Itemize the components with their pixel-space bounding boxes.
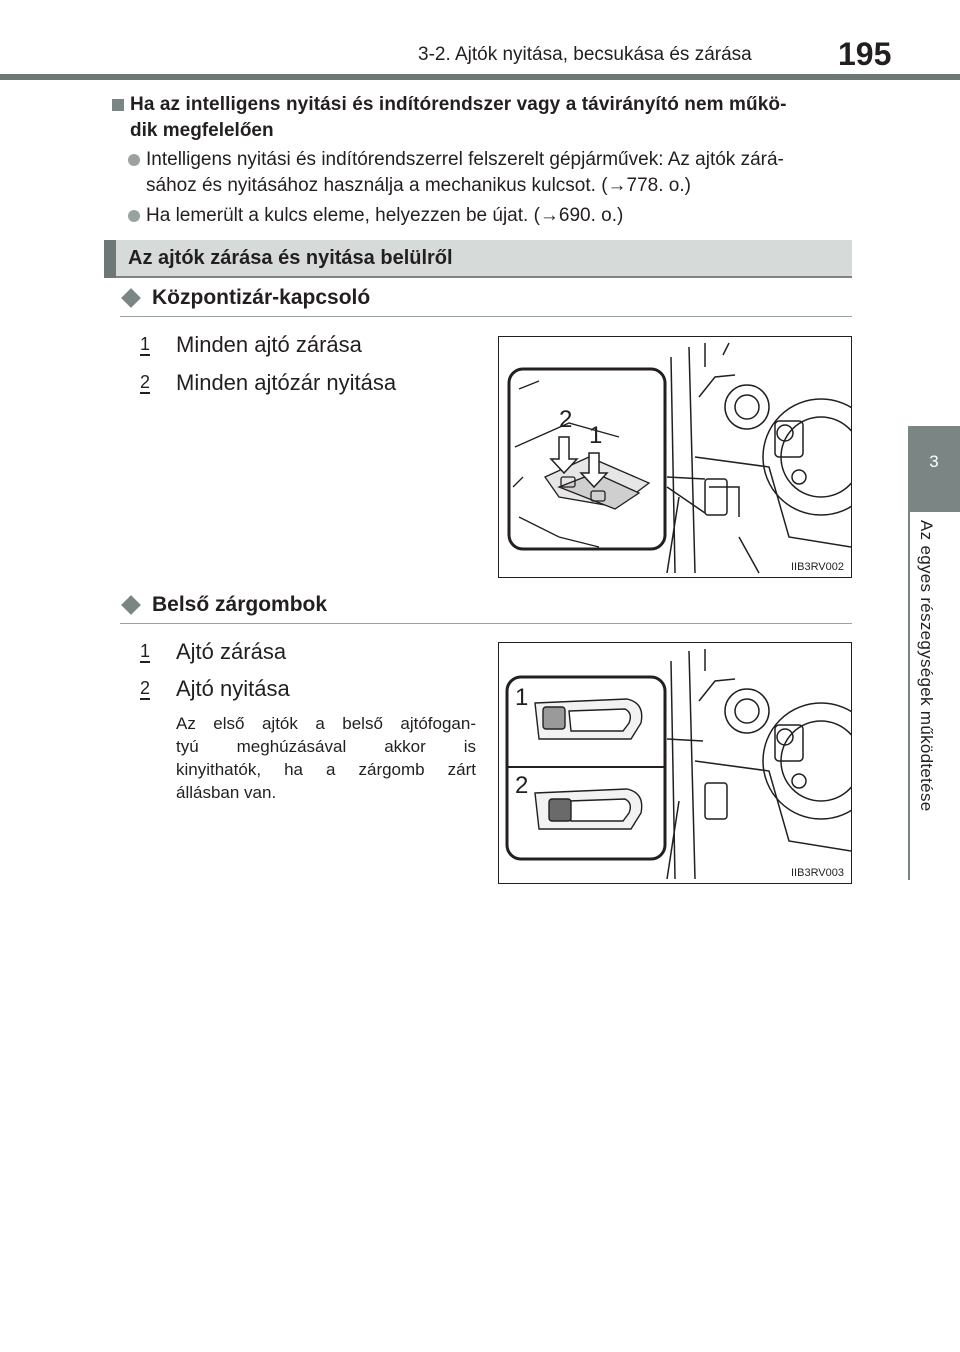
item-number: 1 bbox=[140, 334, 151, 354]
intro-bullet2: Ha lemerült a kulcs eleme, helyezzen be újat. (→690. o.) bbox=[146, 205, 624, 226]
item-label: Minden ajtó zárása bbox=[176, 332, 362, 357]
intro-bullet1-line1: Intelligens nyitási és indítórendszerrel felszerelt gépjárművek: Az ajtók zárá- bbox=[146, 149, 784, 170]
chapter-tab-rule bbox=[908, 426, 910, 880]
callout-1: 1 bbox=[515, 684, 529, 711]
page-number: 195 bbox=[838, 36, 892, 72]
figure-central-lock-switch bbox=[498, 336, 852, 578]
diamond-bullet-icon bbox=[121, 595, 141, 615]
note-line3: kinyithatók, ha a zárgomb zárt bbox=[176, 760, 476, 779]
note-line1: Az első ajtók a belső ajtófogan- bbox=[176, 714, 476, 733]
item-label: Ajtó zárása bbox=[176, 639, 287, 664]
note-line2: tyú meghúzásával akkor is bbox=[176, 737, 476, 756]
chapter-tab-title: Az egyes részegységek működtetése bbox=[917, 520, 936, 812]
diamond-bullet-icon bbox=[121, 288, 141, 308]
header-rule bbox=[0, 74, 960, 80]
item-label: Ajtó nyitása bbox=[176, 676, 290, 701]
chapter-tab-number: 3 bbox=[908, 426, 960, 512]
section-title: Az ajtók zárása és nyitása belülről bbox=[128, 247, 453, 269]
intro-heading-line2: dik megfelelően bbox=[130, 120, 274, 141]
door-handle-illustration bbox=[499, 643, 851, 883]
figure-code: IIB3RV003 bbox=[791, 867, 845, 879]
item-label: Minden ajtózár nyitása bbox=[176, 370, 397, 395]
subsection-rule bbox=[120, 623, 852, 624]
subsection-title-central-lock: Központizár-kapcsoló bbox=[152, 286, 371, 309]
intro-bullet1-line2: sához és nyitásához használja a mechanikus kulcsot. (→778. o.) bbox=[146, 175, 691, 196]
callout-1: 1 bbox=[589, 422, 603, 449]
section-heading-accent bbox=[104, 240, 116, 278]
running-header: 3-2. Ajtók nyitása, becsukása és zárása bbox=[418, 44, 752, 65]
callout-2: 2 bbox=[515, 772, 529, 799]
figure-code: IIB3RV002 bbox=[791, 561, 845, 573]
dashboard-illustration bbox=[499, 337, 851, 577]
item-number: 1 bbox=[140, 641, 151, 661]
intro-heading-line1: Ha az intelligens nyitási és indítórendszer vagy a távirányító nem műkö- bbox=[130, 94, 787, 115]
figure-inside-lock-knob bbox=[498, 642, 852, 884]
subsection-rule bbox=[120, 316, 852, 317]
subsection-title-inside-lock: Belső zárgombok bbox=[152, 593, 328, 616]
round-bullet-icon bbox=[128, 154, 140, 166]
item-number: 2 bbox=[140, 372, 151, 392]
square-bullet-icon bbox=[112, 99, 124, 111]
callout-2: 2 bbox=[559, 406, 573, 433]
note-line4: állásban van. bbox=[176, 783, 277, 802]
round-bullet-icon bbox=[128, 210, 140, 222]
item-number: 2 bbox=[140, 678, 151, 698]
